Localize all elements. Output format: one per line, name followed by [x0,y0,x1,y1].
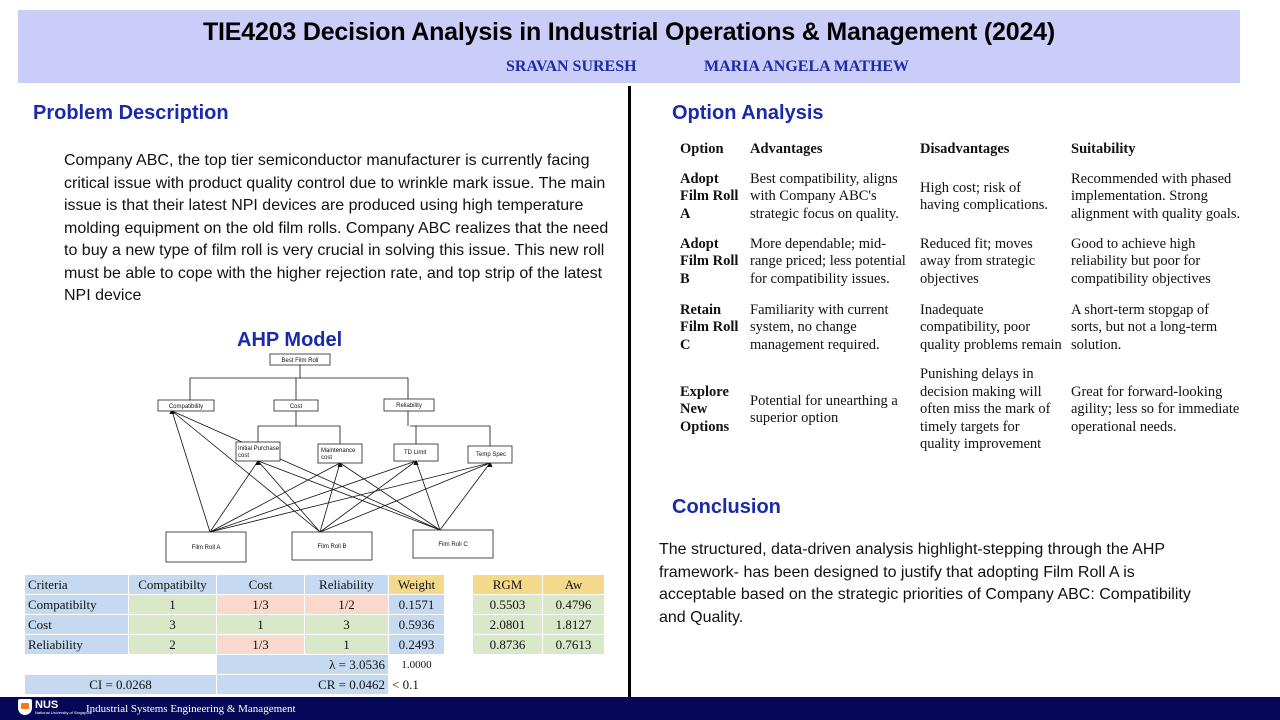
option-suitability: Good to achieve high reliability but poor for compatibility objectives [1071,235,1211,287]
ahp-alternative-node [292,532,372,560]
table-row [25,615,445,635]
lambda-value: λ = 3.0536 [217,655,389,675]
table-cell: 0.7613 [543,635,605,655]
table-header-cell: Compatibilty [129,575,217,595]
table-cell: 2 [129,635,217,655]
author-1: SRAVAN SURESH [506,58,637,75]
option-suitability: Recommended with phased implementation. Strong alignment with quality goals. [1071,170,1241,222]
option-disadvantages: Inadequate compatibility, poor quality problems remain [920,301,1062,353]
option-suitability: A short-term stopgap of sorts, but not a long-term solution. [1071,301,1218,353]
problem-heading: Problem Description [33,102,229,124]
ahp-subcriterion-node [394,444,438,461]
table-cell: 0.5503 [473,595,543,615]
table-header-cell: RGM [473,575,543,595]
cr-value: CR = 0.0462 [217,675,389,695]
ahp-alternative-label: Film Roll B [317,544,347,550]
option-disadvantages: High cost; risk of having complications. [920,179,1049,213]
criteria-comparison-table [24,574,445,695]
ahp-subcriterion-node [236,442,280,461]
conclusion-text: The structured, data-driven analysis highlight-stepping through the AHP framework- has been designed to justify that adopting Film Roll A is acceptable based on the strategic priorities of Company ABC: Compatibility and Quality. [659,541,1191,626]
nus-logo-subtext: National University of Singapore [35,709,93,715]
table-header-row [473,575,605,595]
ahp-criterion-label: Compatibility [168,404,204,410]
option-advantages: Best compatibility, aligns with Company ABC's strategic focus on quality. [750,170,899,222]
ahp-alternative-label: Film Roll A [191,545,221,551]
nus-crest-icon [18,699,32,715]
table-cell: 1.8127 [543,615,605,635]
ahp-subcriterion-node [318,444,362,463]
ahp-hierarchy-diagram [150,350,530,566]
ahp-goal-label: Best Film Roll [281,358,319,364]
option-disadvantages: Punishing delays in decision making will often miss the mark of timely targets for quality improvement [920,366,1051,453]
option-advantages: Potential for unearthing a superior option [750,392,898,426]
conclusion-heading: Conclusion [672,496,781,518]
ahp-criterion-node [158,400,214,411]
table-header-cell: Aw [543,575,605,595]
ahp-alternative-node [166,532,246,562]
table-row [473,615,605,635]
option-disadvantages: Reduced fit; moves away from strategic objectives [920,235,1036,287]
table-cell: Compatibilty [25,595,129,615]
table-row [25,675,445,695]
ahp-alternative-node [413,530,493,558]
table-cell: Reliability [25,635,129,655]
table-cell: 1/3 [217,595,305,615]
ahp-goal-node [270,354,330,365]
weight-sum: 1.0000 [389,655,445,675]
ahp-subcriterion-label: cost [238,453,250,459]
table-row [676,232,1246,292]
table-cell: 2.0801 [473,615,543,635]
ahp-criterion-node [384,399,434,411]
table-cell: 3 [305,615,389,635]
footer-bar [0,697,1280,720]
table-header-cell: Disadvantages [920,141,1010,157]
table-cell: 1 [305,635,389,655]
column-divider [628,86,631,698]
table-header-cell: Cost [217,575,305,595]
table-header-cell: Criteria [25,575,129,595]
nus-logo-text: NUS [35,698,59,711]
ahp-heading: AHP Model [237,329,343,351]
author-2: MARIA ANGELA MATHEW [704,58,910,75]
option-suitability: Great for forward-looking agility; less so for immediate operational needs. [1071,383,1240,435]
ahp-alternative-label: Film Roll C [438,542,468,548]
table-row [473,635,605,655]
table-header-cell: Option [680,141,724,157]
footer-department: Industrial Systems Engineering & Management [86,703,296,715]
ci-value: CI = 0.0268 [25,675,217,695]
table-cell: 0.5936 [389,615,445,635]
table-header-cell: Reliability [305,575,389,595]
table-row [25,635,445,655]
option-advantages: More dependable; mid-range priced; less potential for compatibility issues. [750,235,906,287]
nus-logo [18,699,92,715]
table-header-cell: Advantages [750,141,823,157]
ahp-subcriterion-label: Temp Spec [476,452,507,458]
table-cell: 0.8736 [473,635,543,655]
poster-header [18,10,1240,83]
option-analysis-table [676,140,1246,456]
table-header-cell: Suitability [1071,141,1136,157]
table-row [473,595,605,615]
table-cell: 1/3 [217,635,305,655]
table-row [676,364,1246,456]
ahp-subcriterion-node [468,446,512,463]
table-cell: 1 [129,595,217,615]
table-cell: 0.2493 [389,635,445,655]
problem-text: Company ABC, the top tier semiconductor manufacturer is currently facing critical issue with product quality control due to wrinkle mark issue. The main issue is that their latest NPI devices are produced using high temperature molding equipment on the old film rolls. Company ABC realizes that the need to buy a new type of film roll is very crucial in solving this issue. This new roll must be able to cope with the higher rejection rate, and top strip of the latest NPI device [64,152,609,304]
table-row [25,655,445,675]
table-row [25,595,445,615]
table-cell: 1/2 [305,595,389,615]
ahp-criterion-label: Cost [289,404,303,410]
option-name: Explore New Options [680,383,730,435]
ahp-subcriterion-label: TD Limit [404,450,427,456]
table-cell: 0.4796 [543,595,605,615]
table-header-cell: Weight [389,575,445,595]
cr-note: < 0.1 [389,675,445,695]
option-name: Adopt Film Roll A [680,170,739,222]
ahp-subcriterion-label: Maintenance [321,448,356,454]
option-advantages: Familiarity with current system, no change management required. [750,301,889,353]
table-row [676,292,1246,364]
table-cell: 0.1571 [389,595,445,615]
table-header-row [25,575,445,595]
ahp-criterion-node [274,400,318,411]
ahp-subcriterion-label: Initial Purchase [238,446,280,452]
table-header-row [676,140,1246,162]
rgm-table [472,574,605,655]
ahp-criterion-label: Reliability [396,403,422,409]
ahp-subcriterion-label: cost [321,455,333,461]
table-cell: 1 [217,615,305,635]
poster-title: TIE4203 Decision Analysis in Industrial Operations & Management (2024) [202,18,1055,46]
table-cell: Cost [25,615,129,635]
option-name: Retain Film Roll C [680,301,739,353]
table-cell: 3 [129,615,217,635]
table-row [676,162,1246,232]
option-name: Adopt Film Roll B [680,235,739,287]
option-analysis-heading: Option Analysis [672,102,824,124]
